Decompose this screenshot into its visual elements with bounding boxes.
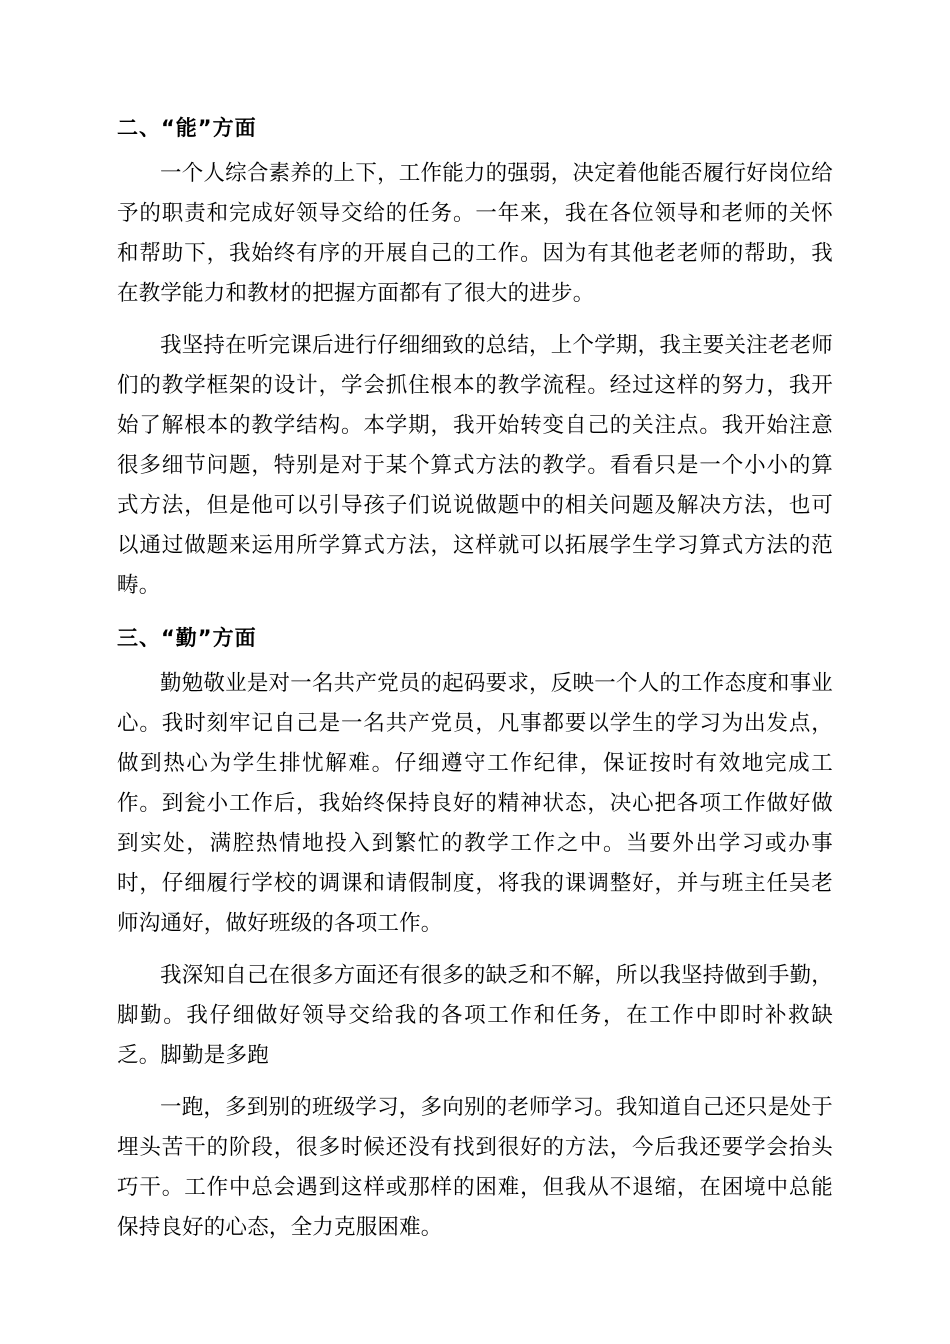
paragraph-diligence-3: 一跑，多到别的班级学习，多向别的老师学习。我知道自己还只是处于埋头苦干的阶段，很多时候还没有找到很好的方法，今后我还要学会抬头巧干。工作中总会遇到这样或那样的困难，但我从不退缩，在困境中总能保持良好的心态，全力克服困难。 <box>117 1095 833 1240</box>
section-heading-ability: 二、“能”方面 <box>117 116 257 140</box>
paragraph-ability-2: 我坚持在听完课后进行仔细细致的总结，上个学期，我主要关注老老师们的教学框架的设计，学会抓住根本的教学流程。经过这样的努力，我开始了解根本的教学结构。本学期，我开始转变自己的关注点。我开始注意很多细节问题，特别是对于某个算式方法的教学。看看只是一个小小的算式方法，但是他可以引导孩子们说说做题中的相关问题及解决方法，也可以通过做题来运用所学算式方法，这样就可以拓展学生学习算式方法的范畴。 <box>117 333 833 598</box>
paragraph-diligence-1: 勤勉敬业是对一名共产党员的起码要求，反映一个人的工作态度和事业心。我时刻牢记自己是一名共产党员，凡事都要以学生的学习为出发点，做到热心为学生排忧解难。仔细遵守工作纪律，保证按时有效地完成工作。到瓮小工作后，我始终保持良好的精神状态，决心把各项工作做好做到实处，满腔热情地投入到繁忙的教学工作之中。当要外出学习或办事时，仔细履行学校的调课和请假制度，将我的课调整好，并与班主任吴老师沟通好，做好班级的各项工作。 <box>117 671 833 936</box>
document-page <box>117 108 833 1254</box>
paragraph-ability-1: 一个人综合素养的上下，工作能力的强弱，决定着他能否履行好岗位给予的职责和完成好领导交给的任务。一年来，我在各位领导和老师的关怀和帮助下，我始终有序的开展自己的工作。因为有其他老老师的帮助，我在教学能力和教材的把握方面都有了很大的进步。 <box>117 161 833 306</box>
section-heading-diligence: 三、“勤”方面 <box>117 626 257 650</box>
paragraph-diligence-2: 我深知自己在很多方面还有很多的缺乏和不解，所以我坚持做到手勤，脚勤。我仔细做好领导交给我的各项工作和任务，在工作中即时补救缺乏。脚勤是多跑 <box>117 963 833 1068</box>
